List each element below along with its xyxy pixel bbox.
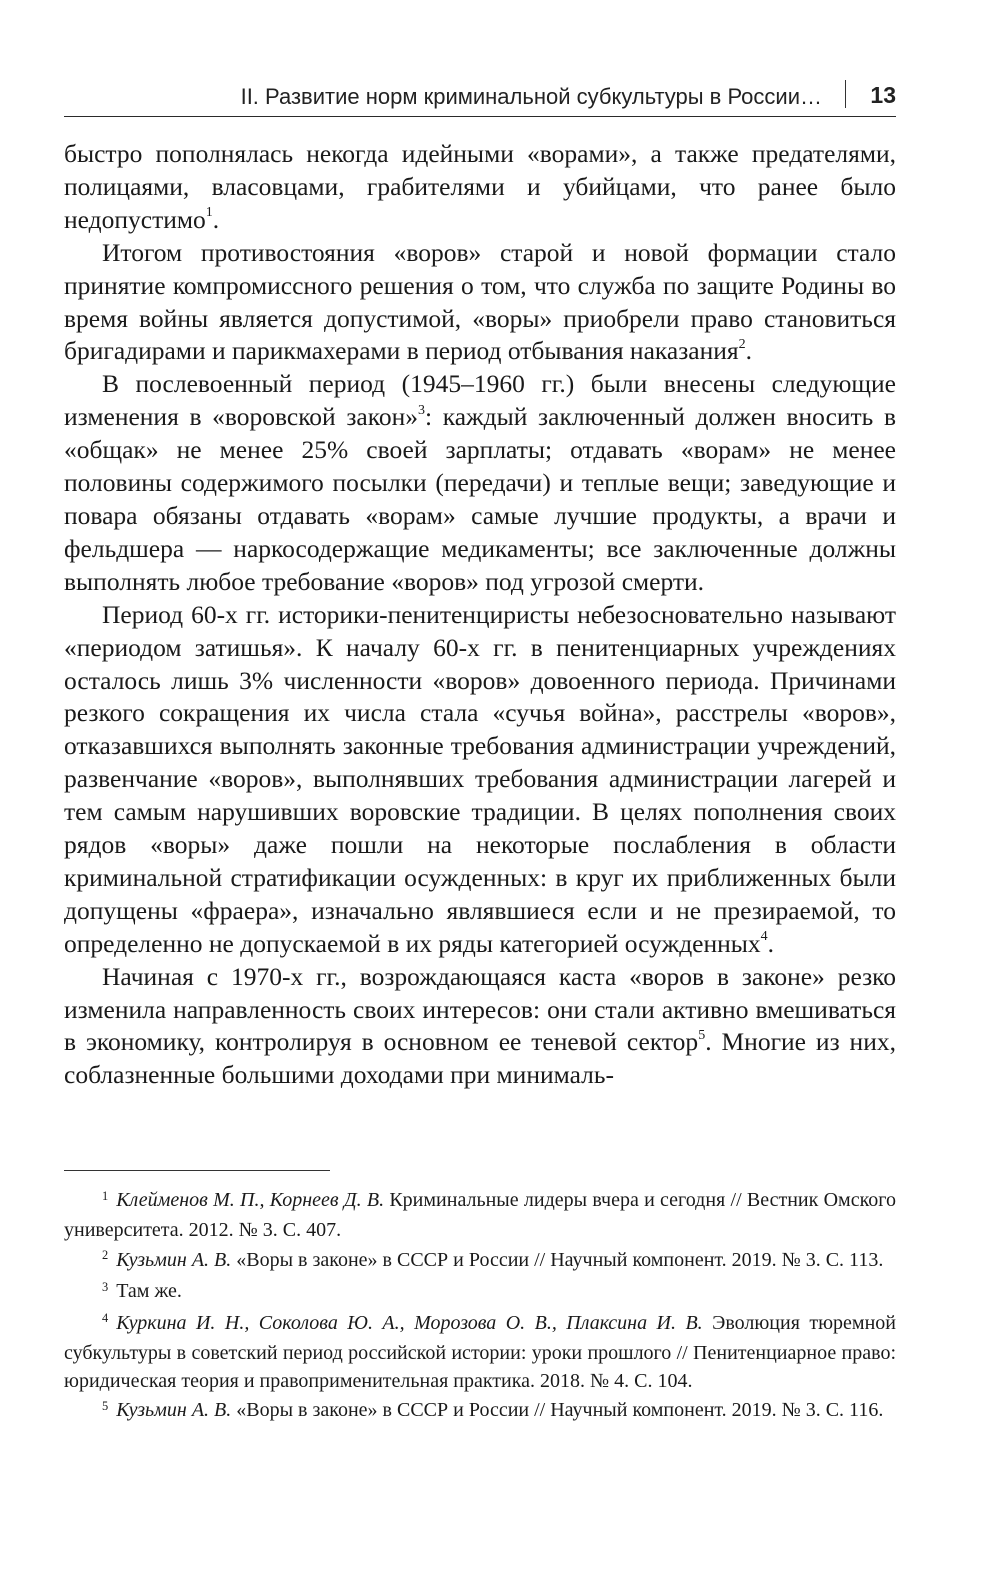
running-header (64, 76, 896, 117)
footnote-number: 1 (102, 1188, 109, 1203)
text-run: Период 60-х гг. историки-пенитенциристы небезосновательно называют «периодом затишья». К началу 60-х гг. в пенитенциарных учреждениях осталось лишь 3% численности «воров» довоенного периода. Причинами резкого сокращения их числа стала «сучья война», расстрелы «воров», отказавшихся выполнять законные требования администрации учреждений, развенчание «воров», выполнявших требования администрации лагерей и тем самым нарушивших воровские традиции. В целях пополнения своих рядов «воры» даже пошли на некоторые послабления в области криминальной стратификации осужденных: в круг их приближенных были допущены «фраера», изначально являвшиеся если и не презираемой, то определенно не допускаемой в их ряды категорией осужденных (64, 599, 896, 958)
footnote-text: «Воры в законе» в СССР и России // Научный компонент. 2019. № 3. С. 113. (231, 1248, 884, 1271)
paragraph (64, 138, 896, 237)
footnote-number: 5 (102, 1398, 109, 1413)
footnote-ref[interactable]: 2 (738, 336, 746, 352)
paragraph (64, 599, 896, 961)
footnote (64, 1309, 896, 1395)
footnote-ref[interactable]: 4 (760, 929, 768, 945)
footnote-authors: Кузьмин А. В. (116, 1248, 232, 1271)
footnote-authors: Куркина И. Н., Соколова Ю. А., Морозова О. В., Плаксина И. В. (116, 1311, 703, 1334)
main-text (64, 138, 896, 1092)
text-run: : каждый заключенный должен вносить в «общак» не менее 25% своей зарплаты; отдавать «ворам» не менее половины содержимого посылки (передачи) и теплые вещи; заведующие и повара обязаны отдавать «ворам» самые лучшие продукты, а врачи и фельдшера — наркосодержащие медикаменты; все заключенные должны выполнять любое требование «воров» под угрозой смерти. (64, 402, 896, 596)
footnote-text: «Воры в законе» в СССР и России // Научный компонент. 2019. № 3. С. 116. (231, 1399, 884, 1421)
page-number: 13 (870, 82, 896, 108)
footnote-ref[interactable]: 1 (205, 205, 213, 221)
text-run: . (745, 336, 753, 366)
footnote-authors: Клейменов М. П., Корнеев Д. В. (116, 1189, 385, 1211)
chapter-title: II. Развитие норм криминальной субкультуры в России… (240, 84, 822, 109)
paragraph (64, 237, 896, 369)
text-run: быстро пополнялась некогда идейными «ворами», а также предателями, полицаями, власовцами, грабителями и убийцами, что ранее было недопустимо (64, 139, 896, 234)
book-page (64, 0, 896, 1574)
footnote-ref[interactable]: 5 (698, 1027, 706, 1043)
footnote-rule (64, 1170, 330, 1171)
footnote-text: Криминальные лидеры вчера и сегодня // Вестник Омского университета. 2012. № 3. С. 407. (64, 1189, 896, 1241)
footnote (64, 1246, 896, 1276)
text-run: Начиная с 1970-х гг., возрождающаяся каста «воров в законе» резко изменила направленность своих интересов: они стали активно вмешиваться в экономику, контролируя в основном ее теневой сектор (64, 961, 896, 1057)
paragraph (64, 368, 896, 598)
footnote-number: 4 (102, 1311, 109, 1326)
footnotes (64, 1186, 896, 1428)
header-separator (845, 80, 847, 108)
text-run: Итогом противостояния «воров» старой и новой формации стало принятие компромиссного решения о том, что служба по защите Родины во время войны является допустимой, «воры» приобрели право становиться бригадирами и парикмахерами в период отбывания наказания (64, 237, 896, 366)
footnote-authors: Кузьмин А. В. (116, 1399, 232, 1421)
footnote (64, 1277, 896, 1307)
paragraph (64, 961, 896, 1093)
footnote-number: 2 (102, 1248, 109, 1263)
text-run: . (767, 928, 775, 958)
footnote-text: Там же. (116, 1280, 182, 1302)
footnote (64, 1396, 896, 1426)
text-run: . (212, 204, 220, 234)
footnote (64, 1186, 896, 1244)
footnote-text: Эволюция тюремной субкультуры в советский период российской истории: уроки прошлого // Пенитенциарное право: юридическая теория и правоприменительная практика. 2018. № 4. С. 104. (64, 1311, 896, 1392)
text-run: . Многие из них, соблазненные большими доходами при минималь- (64, 1027, 896, 1090)
footnote-ref[interactable]: 3 (417, 402, 425, 418)
footnote-number: 3 (102, 1279, 109, 1294)
text-run: В послевоенный период (1945–1960 гг.) были внесены следующие изменения в «воровской закон» (64, 369, 896, 432)
